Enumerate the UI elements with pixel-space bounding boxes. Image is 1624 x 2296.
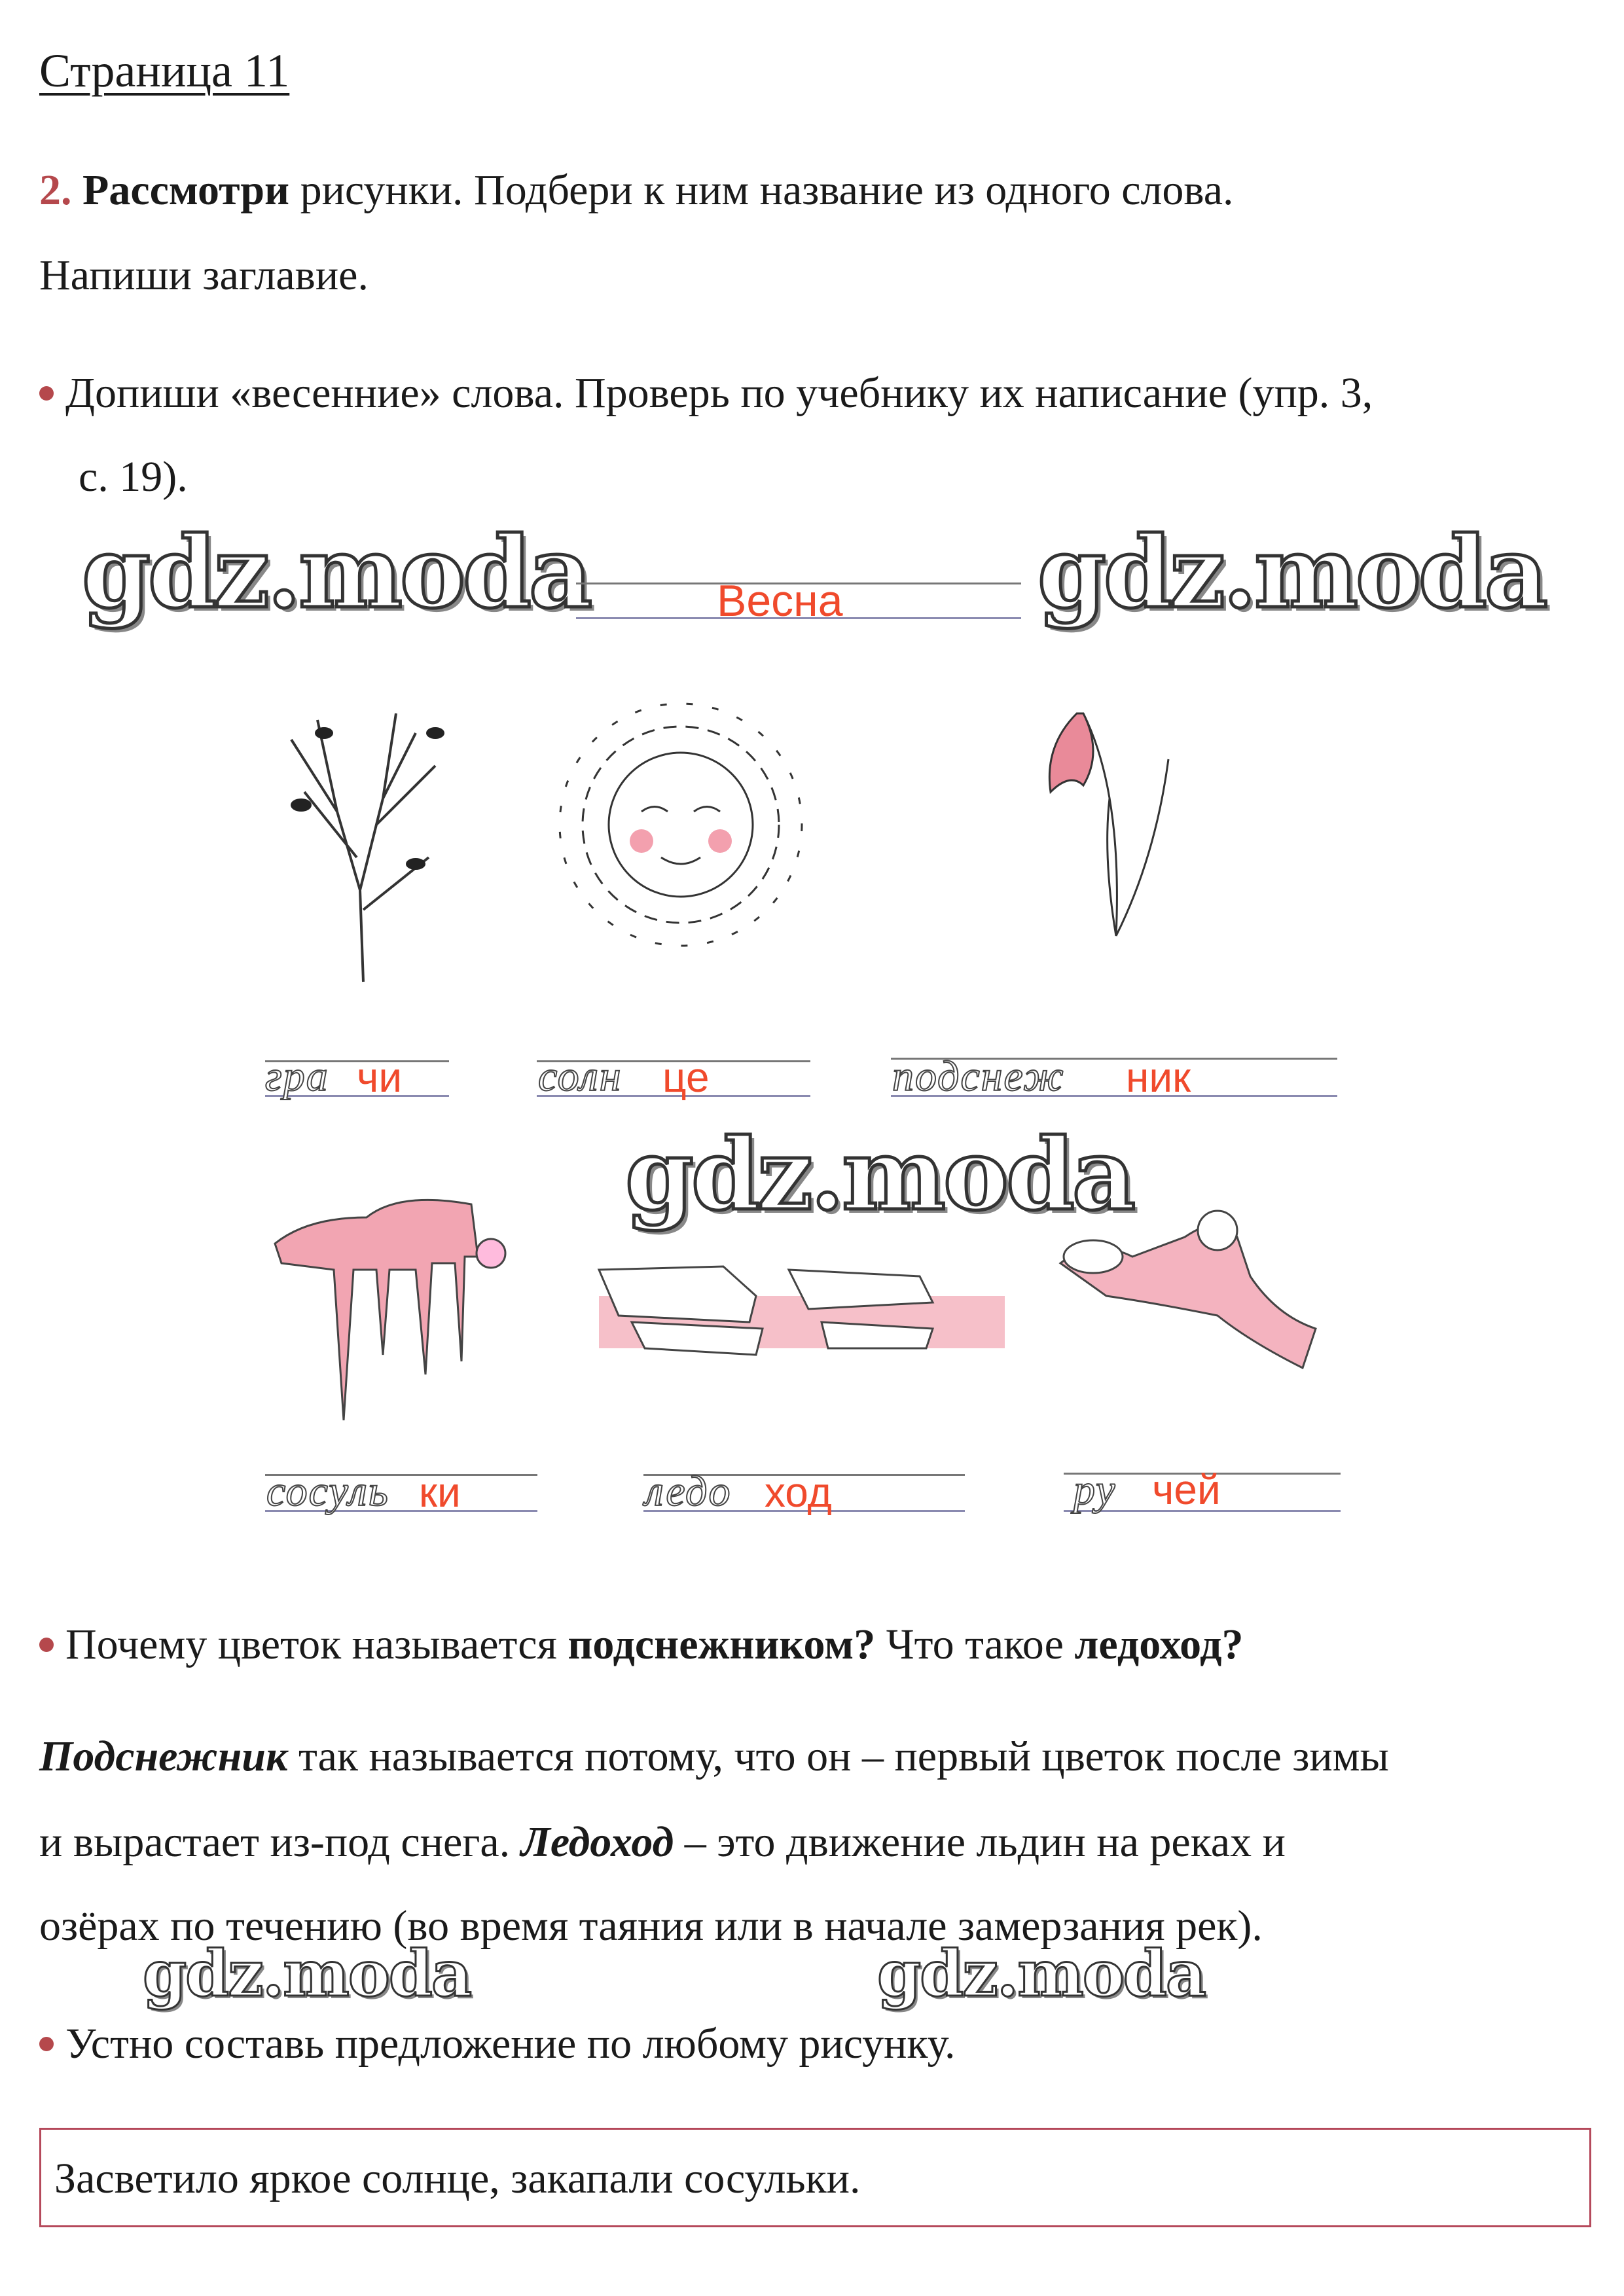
bullet1-line-2: с. 19). bbox=[79, 453, 188, 501]
watermark: gdz.moda bbox=[82, 515, 590, 630]
explanation-line-2 bbox=[39, 1818, 1286, 1866]
bullet2-text: Устно составь предложение по любому рисунку. bbox=[65, 2020, 956, 2068]
word-answer: чи bbox=[357, 1054, 403, 1101]
tree-with-rooks-illustration bbox=[265, 694, 468, 988]
heading-answer: Весна bbox=[717, 576, 843, 626]
bullet-icon bbox=[39, 1638, 54, 1652]
stream-illustration bbox=[1054, 1198, 1329, 1381]
sun-illustration bbox=[543, 694, 818, 956]
word-answer: ход bbox=[765, 1469, 832, 1516]
bullet1-text: Допиши «весенние» слова. Проверь по учебнику их написание (упр. 3, bbox=[65, 369, 1373, 417]
watermark: gdz.moda bbox=[625, 1117, 1134, 1232]
explanation-text: и вырастает из-под снега. bbox=[39, 1818, 521, 1866]
bullet2 bbox=[39, 2022, 956, 2066]
bullet1-line-1 bbox=[39, 369, 1373, 417]
task-line-2: Напиши заглавие. bbox=[39, 251, 369, 299]
explanation-line-1 bbox=[39, 1732, 1389, 1780]
question-term: подснежником? bbox=[568, 1621, 876, 1668]
question bbox=[39, 1623, 1244, 1666]
answer-box bbox=[39, 2128, 1591, 2227]
word-prefix: ру bbox=[1074, 1466, 1117, 1514]
task-line-1 bbox=[39, 166, 1234, 214]
task-text: рисунки. Подбери к ним название из одного слова. bbox=[289, 166, 1234, 214]
watermark: gdz.moda bbox=[877, 1937, 1206, 2011]
word-answer: це bbox=[662, 1054, 710, 1101]
word-prefix: солн bbox=[538, 1052, 623, 1100]
explanation-text: – это движение льдин на реках и bbox=[674, 1818, 1286, 1866]
question-text: Что такое bbox=[875, 1621, 1075, 1668]
term-ice-drift: Ледоход bbox=[520, 1818, 674, 1866]
task-bold: Рассмотри bbox=[82, 166, 290, 214]
bullet-icon bbox=[39, 386, 54, 401]
word-answer: ки bbox=[419, 1469, 461, 1516]
word-answer: ник bbox=[1126, 1054, 1191, 1101]
page-title: Страница 11 bbox=[39, 45, 290, 97]
word-prefix: гра bbox=[265, 1052, 329, 1100]
task-number: 2. bbox=[39, 166, 72, 214]
explanation-text: так называется потому, что он – первый цветок после зимы bbox=[287, 1732, 1389, 1780]
question-term: ледоход? bbox=[1074, 1621, 1244, 1668]
question-text: Почему цветок называется bbox=[65, 1621, 568, 1668]
word-prefix: сосуль bbox=[266, 1467, 389, 1515]
word-prefix: ледо bbox=[645, 1467, 732, 1515]
explanation-line-3: озёрах по течению (во время таяния или в начале замерзания рек). bbox=[39, 1902, 1263, 1950]
word-prefix: подснеж bbox=[892, 1052, 1065, 1100]
watermark: gdz.moda bbox=[1038, 515, 1546, 630]
icicles-illustration bbox=[268, 1191, 543, 1427]
bullet-icon bbox=[39, 2037, 54, 2051]
ice-drift-illustration bbox=[592, 1257, 1011, 1374]
answer-text: Засветило яркое солнце, закапали сосульки. bbox=[54, 2155, 861, 2202]
snowdrop-illustration bbox=[1031, 694, 1188, 942]
word-answer: чей bbox=[1152, 1466, 1221, 1513]
term-snowdrop: Подснежник bbox=[39, 1732, 288, 1780]
watermark: gdz.moda bbox=[143, 1937, 471, 2011]
